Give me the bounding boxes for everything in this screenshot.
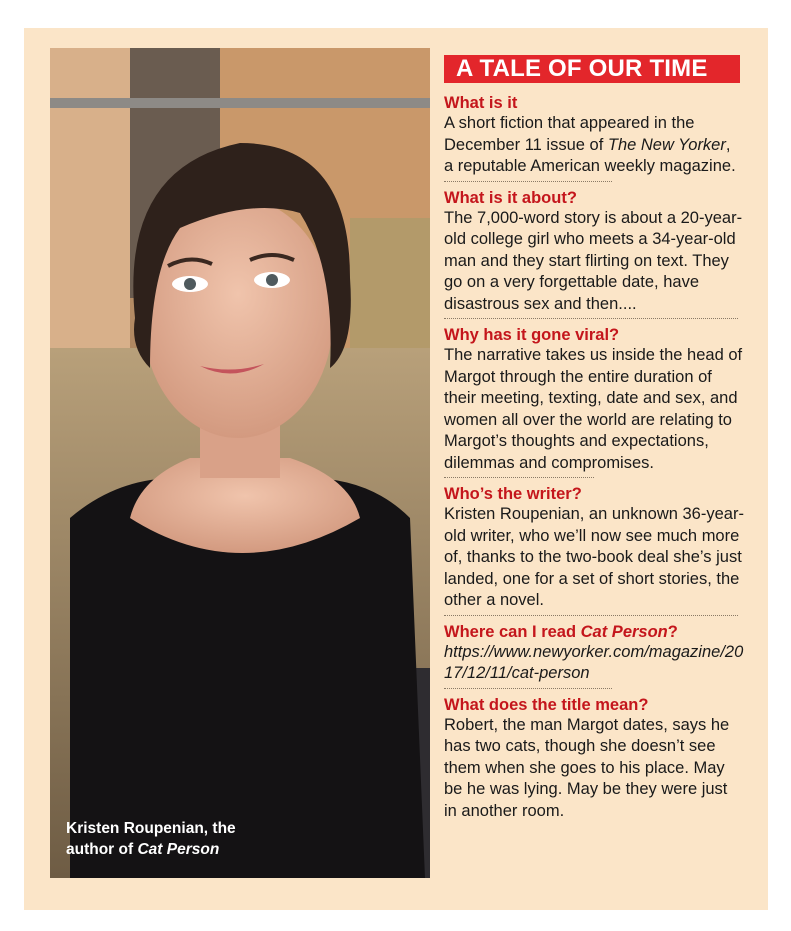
caption-title: Cat Person [137, 841, 220, 858]
question-suffix: ? [667, 622, 678, 641]
question-prefix: Where can I read [444, 622, 581, 641]
story-link[interactable]: https://www.newyorker.com/magazine/2017/12/11/cat-person [444, 642, 744, 682]
section-title-meaning [444, 695, 744, 823]
qa-column [444, 93, 744, 822]
caption-prefix: author of [66, 841, 138, 858]
banner-title: A TALE OF OUR TIME [444, 55, 740, 83]
answer-part: , a reputable American weekly magazine. [444, 135, 736, 175]
dotted-divider [444, 181, 612, 182]
answer-text: Kristen Roupenian, an unknown 36-year-old writer, who we’ll now see much more of, thanks to the two-book deal she’s just landed, one for a set of short stories, the other a novel. [444, 505, 744, 609]
question-heading: What is it [444, 94, 518, 112]
section-writer [444, 484, 744, 616]
answer-text [444, 113, 744, 178]
author-photo [50, 48, 430, 878]
answer-text: The 7,000-word story is about a 20-year-old college girl who meets a 34-year-old man and they start flirting on text. They go on a very forgettable date, have disastrous sex and then.... [444, 208, 743, 313]
dotted-divider [444, 615, 738, 616]
caption-line-1: Kristen Roupenian, the [66, 820, 236, 837]
section-where-read [444, 622, 744, 689]
section-why-viral [444, 325, 744, 478]
dotted-divider [444, 477, 594, 478]
question-heading: Why has it gone viral? [444, 326, 620, 344]
dotted-divider [444, 688, 612, 689]
dotted-divider [444, 318, 738, 319]
story-title: Cat Person [580, 622, 668, 641]
question-heading: Who’s the writer? [444, 485, 582, 503]
question-heading: What is it about? [444, 188, 577, 207]
section-what-about [444, 188, 744, 320]
question-heading: What does the title mean? [444, 695, 649, 714]
caption-line-2 [66, 839, 286, 860]
section-what-is-it [444, 93, 744, 182]
publication-name: The New Yorker [607, 135, 726, 154]
question-heading [444, 622, 744, 642]
photo-caption [66, 818, 286, 860]
answer-text: Robert, the man Margot dates, says he has two cats, though she doesn’t see them when she goes to his place. May be he was lying. May be they were just in another room. [444, 715, 730, 820]
answer-text: The narrative takes us inside the head of Margot through the entire duration of their meeting, texting, date and sex, and women all over the world are relating to Margot’s thoughts and expectations, dilemmas and compromises. [444, 346, 743, 472]
answer-part: A short fiction that appeared in the December 11 issue of [444, 114, 695, 154]
